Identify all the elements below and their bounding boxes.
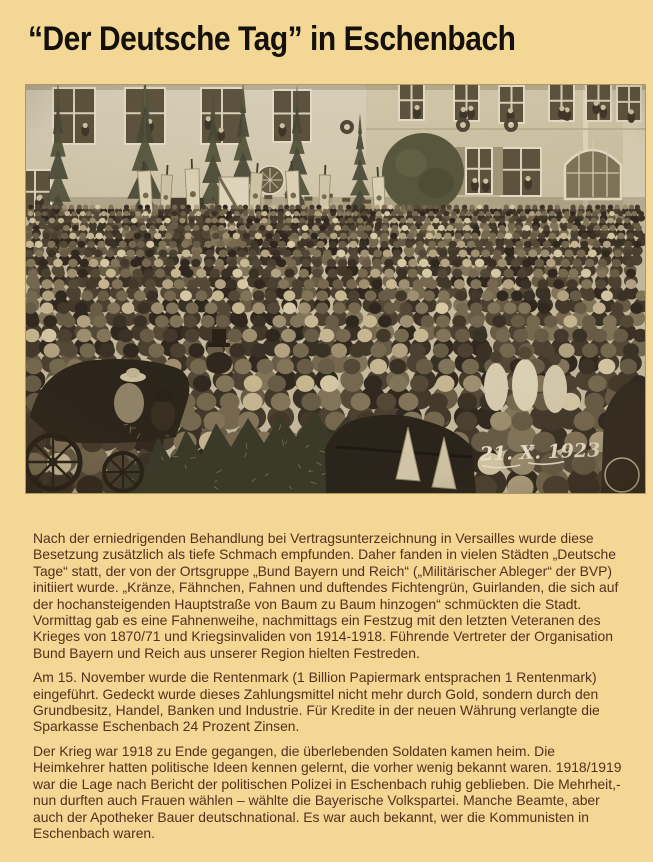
page-title: “Der Deutsche Tag” in Eschenbach [28, 20, 516, 58]
article-text [33, 530, 625, 849]
historical-photo [26, 85, 645, 493]
photo-illustration [26, 85, 645, 493]
paragraph-1: Nach der erniedrigenden Behandlung bei Vertragsunterzeichnung in Versailles wurde diese Besetzung zusätzlich als tiefe Schmach empfunden. Daher fanden in vielen Städten „Deutsche Tage“ statt, der von der Ortsgruppe „Bund Bayern und Reich“ („Militärischer Ableger“ der BVP) initiiert wurde. „Kränze, Fähnchen, Fahnen und duftendes Fichtengrün, Guirlanden, die sich auf der hochansteigenden Hauptstraße von Baum zu Baum hinzogen“ schmückten die Stadt. Vormittag gab es eine Fahnenweihe, nachmittags ein Festzug mit den letzten Veteranen des Krieges von 1870/71 und Kriegsinvaliden von 1914-1918. Führende Vertreter der Organisation Bund Bayern und Reich aus unserer Region hielten Festreden. [33, 530, 619, 661]
paragraph-3: Der Krieg war 1918 zu Ende gegangen, die überlebenden Soldaten kamen heim. Die Heimkehrer hatten politische Ideen kennen gelernt, die vorher wenig bekannt waren. 1918/1919 war die Lage nach Bericht der politischen Polizei in Eschenbach ruhig geblieben. Die Mehrheit,- nun durften auch Frauen wählen – wählte die Bayerische Volkspartei. Manche Beamte, aber auch der Apotheker Bauer deutschnational. Es war auch bekannt, wer die Kommunisten in Eschenbach waren. [33, 742, 622, 841]
vignette [26, 85, 645, 493]
paragraph-2: Am 15. November wurde die Rentenmark (1 Billion Papiermark entsprachen 1 Rentenmark) eingeführt. Gedeckt wurde dieses Zahlungsmittel nicht mehr durch Gold, sondern durch den Grundbesitz, Handel, Banken und Industrie. Für Kredite in der neuen Währung verlangte die Sparkasse Eschenbach 24 Prozent Zinsen. [33, 669, 600, 735]
